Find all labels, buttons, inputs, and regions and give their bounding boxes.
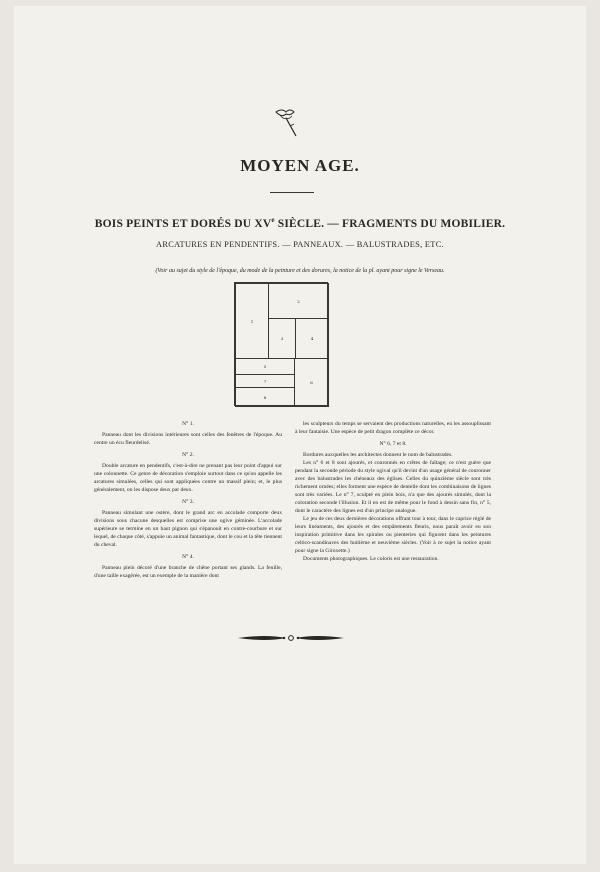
paragraph: les sculpteurs du temps se servaient des productions naturelles, en les assouplissant à leur fantaisie. Une espèce de petit dragon complète ce décor. — [295, 421, 491, 435]
paragraph: Panneau dont les divisions intérieures sont celles des fenêtres de l'époque. Au centre un écu fleurdelisé. — [94, 432, 282, 446]
page-title: MOYEN AGE. — [240, 156, 360, 175]
subtitle: BOIS PEINTS ET DORÉS DU XVe SIÈCLE. — FRAGMENTS DU MOBILIER. — [94, 216, 506, 230]
diagram-cell-4: 4 — [295, 318, 329, 359]
tail-ornament-icon — [236, 631, 346, 645]
diagram-cell-1: 1 — [235, 283, 269, 359]
reference-note: (Voir au sujet du style de l'époque, du mode de la peinture et des dorures, la notice de la pl. ayant pour signe le Verseau. — [155, 268, 445, 274]
diagram-cell-5: 5 — [235, 358, 295, 375]
section-number: N° 3. — [182, 499, 194, 505]
paragraph: Panneau simulant une ostère, dont le grand arc en accolade comporte deux divisions sous chacune desquelles est comprise une ogive géminée. L'accolade supérieure se termine en un haut pignon qui s'épanouit en contre-courbure et sur lequel, de chaque côté, s'appuie un animal fantastique, dont le cou et la tête tiennent du cheval. — [94, 510, 282, 548]
diagram-cell-2: 2 — [268, 283, 329, 319]
fleuron-ornament-icon — [272, 106, 302, 140]
paragraph: Documents photographiques. Le coloris est une restauration. — [303, 556, 439, 562]
section-number: N° 6, 7 et 8. — [379, 441, 407, 447]
paragraph: Bordures auxquelles les architectes donnent le nom de balustrades. — [303, 452, 453, 458]
right-column — [295, 420, 491, 563]
paragraph: Panneau plein décoré d'une branche de chêne portant ses glands. La feuille, d'une taille exagérée, est un exemple de la manière dont — [94, 565, 282, 579]
paragraph: Le jeu de ces deux dernières décorations offrant tour à tour, dans le caprice réglé de leurs linéaments, des ajourés et des empâtements fleuris, nous paraît avoir eu son inspiration primitive dans les spirales ou pienteries qui figurent dans les peintures celtico-scandinaves des huitième et neuvième siècles. (Voir à ce sujet la notice ayant pour signe la Giroxette.) — [295, 516, 491, 554]
diagram-cell-8b: 8 — [235, 387, 295, 407]
page-sheet — [14, 6, 586, 864]
subtitle-secondary: ARCATURES EN PENDENTIFS. — PANNEAUX. — BALUSTRADES, ETC. — [156, 240, 444, 249]
section-number: N° 2. — [182, 452, 194, 458]
section-number: N° 4. — [182, 554, 194, 560]
diagram-cell-6: 6 — [294, 358, 329, 407]
layout-diagram — [234, 282, 328, 406]
left-column — [94, 416, 282, 580]
section-number: N° 1. — [182, 421, 194, 427]
diagram-cell-3: 3 — [268, 318, 296, 359]
title-rule — [270, 192, 314, 193]
paragraph: Les n° 6 et 8 sont ajourés, et couronnés en crêtes de faîtage; ce n'est guère que pendant la seconde période du style ogival qu'il devint d'un usage général de couronner avec des balustrades les chéneaux des églises. Celles du quinzième siècle sont très richement ornées; elles forment une espèce de dentelle dont les combinaisons de lignes sont très variées. Le n° 7, sculpté en plein bois, n'a que des ajourés simulés, dont la coloration seconde l'illusion. Et il en est de même pour le fond à dessin sans fin, n° 5, dont le caractère des lignes est d'un principe analogue. — [295, 460, 491, 514]
diagram-cell-7: 7 — [235, 374, 295, 388]
paragraph: Double arcature en pendentifs, c'est-à-dire ne prenant pas leur point d'appui sur une colonnette. Ce genre de décoration s'emploie surtout dans ce qu'on appelle les arcatures simulées, celles qui sont appliquées contre un massif plein; et, le plus généralement, on les dispose deux par deux. — [94, 463, 282, 493]
